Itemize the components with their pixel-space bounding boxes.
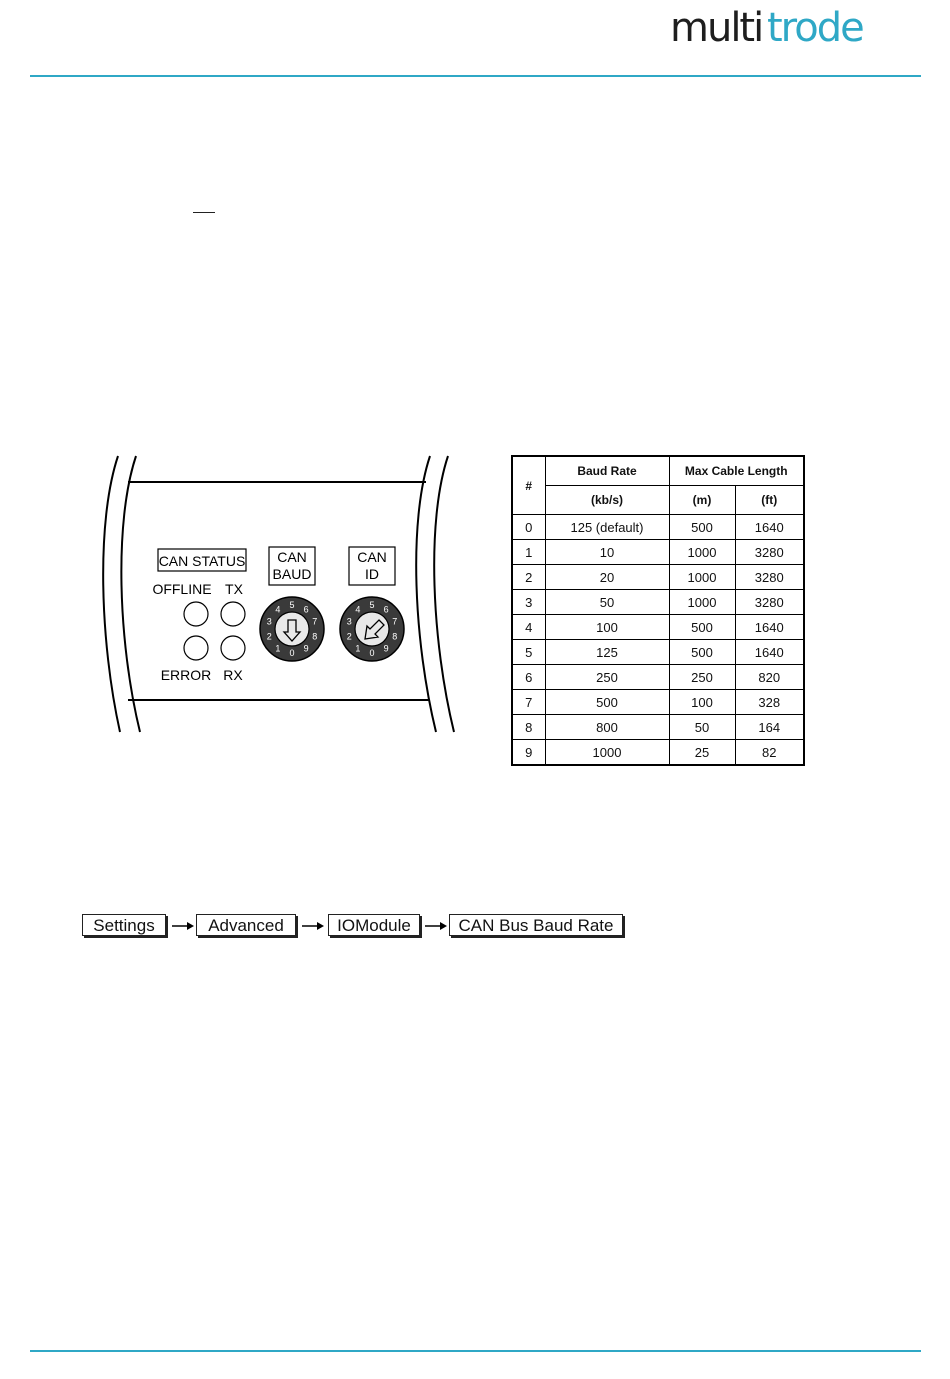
can-status-label: CAN STATUS [158,553,246,569]
table-row [512,540,804,565]
col-baud-rate: Baud Rate [545,456,669,486]
cell-n: 3 [512,590,545,615]
dial-digit: 6 [303,604,309,615]
cell-n: 1 [512,540,545,565]
cell-ft: 1640 [735,615,804,640]
unit-m: (m) [669,486,735,515]
error-led [184,636,208,660]
dial-digit: 4 [355,604,361,615]
table-row [512,715,804,740]
crumb-advanced: Advanced [196,914,296,936]
dial-digit: 7 [392,616,398,627]
dial-digit: 3 [266,616,272,627]
dial-digit: 3 [346,616,352,627]
table-row [512,740,804,766]
cell-baud: 125 [545,640,669,665]
can-baud-label-top: CAN [277,549,307,565]
cell-m: 1000 [669,540,735,565]
logo-text-dark: multi [670,8,763,48]
cell-ft: 82 [735,740,804,766]
cell-n: 0 [512,515,545,540]
cell-m: 1000 [669,590,735,615]
col-max-cable-length: Max Cable Length [669,456,804,486]
dial-digit: 0 [289,648,295,658]
logo-text-accent: trode [767,8,863,48]
unit-ft: (ft) [735,486,804,515]
offline-label: OFFLINE [152,581,212,597]
cell-m: 50 [669,715,735,740]
rx-led [221,636,245,660]
cell-ft: 164 [735,715,804,740]
can-module-panel [96,452,476,734]
baud-rotary-switch[interactable] [260,597,324,661]
cell-ft: 328 [735,690,804,715]
error-label: ERROR [160,667,212,683]
dial-digit: 6 [383,604,389,615]
cell-m: 25 [669,740,735,766]
cell-m: 1000 [669,565,735,590]
cell-n: 5 [512,640,545,665]
unit-kbs: (kb/s) [545,486,669,515]
tx-led [221,602,245,626]
multitrode-logo [668,8,900,48]
cell-n: 8 [512,715,545,740]
can-baud-label-bottom: BAUD [272,566,312,582]
cell-baud: 10 [545,540,669,565]
dial-digit: 7 [312,616,318,627]
table-row [512,590,804,615]
dial-digit: 5 [289,600,295,610]
dial-digit: 2 [266,631,272,642]
arrow-right-icon [171,920,195,932]
arrow-right-icon [301,920,325,932]
offline-led [184,602,208,626]
cell-ft: 820 [735,665,804,690]
table-row [512,565,804,590]
cell-m: 500 [669,640,735,665]
cell-m: 500 [669,515,735,540]
table-row [512,690,804,715]
footer-rule [30,1350,921,1352]
underline-mark [193,212,215,213]
dial-digit: 5 [369,600,375,610]
cell-n: 9 [512,740,545,766]
cell-m: 500 [669,615,735,640]
can-id-label-top: CAN [357,549,387,565]
header-rule [30,75,921,77]
crumb-settings: Settings [82,914,166,936]
crumb-iomodule: IOModule [328,914,420,936]
dial-digit: 1 [275,643,281,654]
dial-digit: 4 [275,604,281,615]
tx-label: TX [225,581,243,597]
cell-baud: 100 [545,615,669,640]
dial-digit: 9 [303,643,309,654]
menu-path-breadcrumb [82,914,642,940]
dial-digit: 0 [369,648,375,658]
dial-digit: 2 [346,631,352,642]
rx-label: RX [223,667,243,683]
table-row [512,665,804,690]
col-hash: # [512,456,545,515]
cell-baud: 50 [545,590,669,615]
cell-baud: 1000 [545,740,669,766]
dial-digit: 1 [355,643,361,654]
cell-baud: 20 [545,565,669,590]
cell-baud: 500 [545,690,669,715]
table-row [512,640,804,665]
cell-baud: 250 [545,665,669,690]
cell-baud: 125 (default) [545,515,669,540]
cell-ft: 1640 [735,640,804,665]
cell-n: 6 [512,665,545,690]
table-row [512,515,804,540]
id-rotary-switch[interactable] [340,597,404,661]
cell-baud: 800 [545,715,669,740]
cell-ft: 3280 [735,565,804,590]
baud-rate-table [511,455,805,766]
cell-ft: 3280 [735,590,804,615]
dial-digit: 8 [392,631,398,642]
cell-n: 2 [512,565,545,590]
table-row [512,615,804,640]
crumb-can-bus-baud-rate: CAN Bus Baud Rate [449,914,623,936]
cell-n: 4 [512,615,545,640]
cell-ft: 3280 [735,540,804,565]
arrow-right-icon [424,920,448,932]
can-id-label-bottom: ID [365,566,379,582]
cell-n: 7 [512,690,545,715]
dial-digit: 8 [312,631,318,642]
cell-m: 250 [669,665,735,690]
cell-m: 100 [669,690,735,715]
dial-digit: 9 [383,643,389,654]
cell-ft: 1640 [735,515,804,540]
